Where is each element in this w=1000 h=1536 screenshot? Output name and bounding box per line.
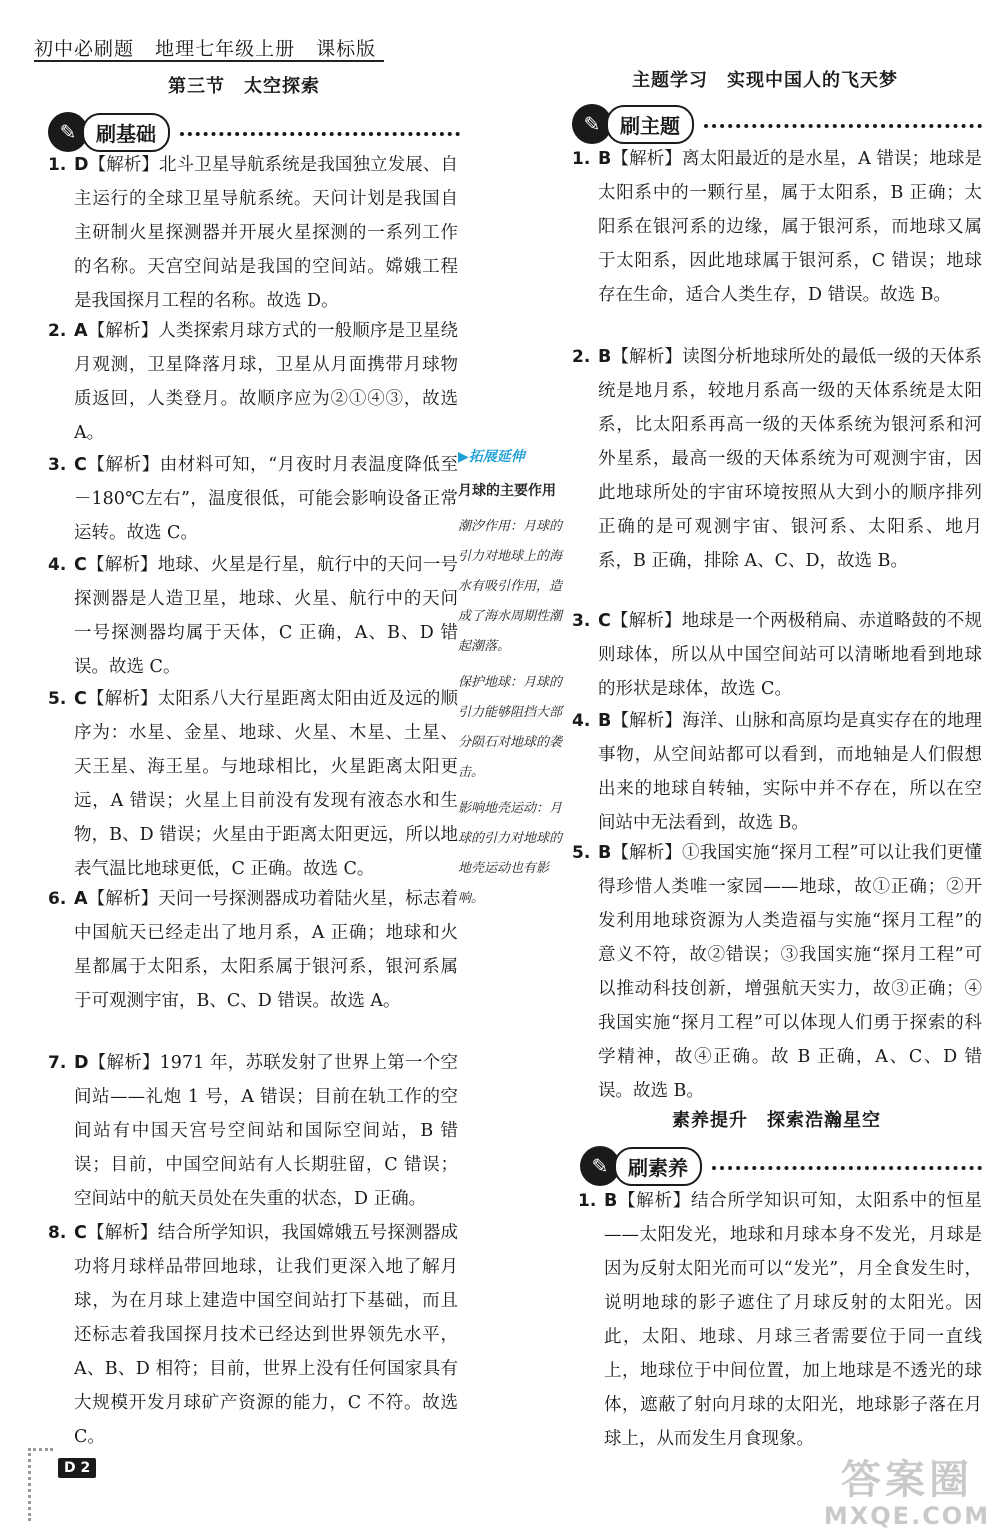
item-number: 1.: [48, 155, 67, 175]
item-answer: C: [74, 555, 87, 575]
extension-sidebar: [458, 446, 568, 920]
item-answer: A: [74, 321, 88, 341]
item-answer: C: [74, 689, 87, 709]
item-number: 6.: [48, 889, 67, 909]
pencil-icon: ✎: [580, 1146, 620, 1186]
right-section-title: 主题学习 实现中国人的飞天梦: [632, 70, 898, 91]
item-answer: B: [604, 1191, 618, 1211]
series-name: 初中必刷题: [34, 38, 135, 60]
item-text: 【解析】1971 年，苏联发射了世界上第一个空间站——礼炮 1 号，A 错误；目前在轨工作的空间站有中国天宫号空间站和国际空间站，B 错误；目前，中国空间站有人长期驻留，C 错误；空间站中的航天员处在失重的状态，D 正确。: [74, 1053, 458, 1209]
sidebar-title: 月球的主要作用: [458, 483, 556, 499]
watermark-text: 答案圈: [841, 1457, 973, 1503]
answer-item: [48, 1216, 458, 1454]
item-answer: C: [598, 611, 611, 631]
header-rule: [34, 60, 384, 62]
item-text: 【解析】结合所学知识，我国嫦娥五号探测器成功将月球样品带回地球，让我们更深入地了解月球，为在月球上建造中国空间站打下基础，而且还标志着我国探月技术已经达到世界领先水平，A、B、D 相符；目前，世界上没有任何国家具有大规模开发月球矿产资源的能力，C 不符。故选 C。: [74, 1223, 458, 1447]
item-text: 【解析】由材料可知，“月夜时月表温度降低至－180℃左右”，温度很低，可能会影响设备正常运转。故选 C。: [74, 455, 458, 543]
item-number: 3.: [572, 611, 591, 631]
answer-item: [48, 682, 458, 886]
item-text: 【解析】读图分析地球所处的最低一级的天体系统是地月系，较地月系高一级的天体系统是太阳系，比太阳系再高一级的天体系统为银河系和河外星系，最高一级的天体系统为可观测宇宙，因此地球所处的宇宙环境按照从大到小的顺序排列正确的是可观测宇宙、银河系、太阳系、地月系，B 正确，排除 A、C、D，故选 B。: [598, 347, 982, 571]
page-number: D 2: [58, 1458, 96, 1478]
item-text: 【解析】离太阳最近的是水星，A 错误；地球是太阳系中的一颗行星，属于太阳系，B 正确；太阳系在银河系的边缘，属于银河系，而地球又属于太阳系，因此地球属于银河系，C 错误；地球存在生命，适合人类生存，D 错误。故选 B。: [598, 149, 982, 305]
item-number: 1.: [578, 1191, 597, 1211]
item-number: 3.: [48, 455, 67, 475]
item-answer: D: [74, 155, 89, 175]
item-number: 4.: [572, 711, 591, 731]
pencil-icon: ✎: [48, 112, 88, 152]
answer-item: [48, 148, 458, 318]
answer-item: [572, 604, 982, 706]
answer-item: [48, 548, 458, 684]
answer-item: [572, 340, 982, 578]
item-text: 【解析】①我国实施“探月工程”可以让我们更懂得珍惜人类唯一家园——地球，故①正确；②开发利用地球资源为人类造福与实施“探月工程”的意义不符，故②错误；③我国实施“探月工程”可以推动科技创新，增强航天实力，故③正确；④我国实施“探月工程”可以体现人们勇于探索的科学精神，故④正确。故 B 正确，A、C、D 错误。故选 B。: [598, 843, 982, 1101]
answer-item: [48, 882, 458, 1018]
dotted-rule: [704, 124, 982, 128]
item-text: 【解析】太阳系八大行星距离太阳由近及远的顺序为：水星、金星、地球、火星、木星、土星、天王星、海王星。与地球相比，火星距离太阳更远，A 错误；火星上目前没有发现有液态水和生物，B、D 错误；火星由于距离太阳更远，所以地表气温比地球更低，C 正确。故选 C。: [74, 689, 458, 879]
answer-item: [48, 448, 458, 550]
item-number: 8.: [48, 1223, 67, 1243]
dotted-rule: [712, 1166, 982, 1170]
banner-basic: [48, 112, 460, 152]
sidebar-paragraph: 潮汐作用：月球的引力对地球上的海水有吸引作用，造成了海水周期性潮起潮落。: [458, 519, 563, 654]
book-name: 地理七年级上册: [155, 38, 296, 60]
answer-item: [572, 836, 982, 1108]
banner-literacy-label: 刷素养: [614, 1147, 702, 1186]
answer-item: [572, 704, 982, 840]
dotted-rule: [180, 132, 460, 136]
item-number: 1.: [572, 149, 591, 169]
item-text: 【解析】地球、火星是行星，航行中的天问一号探测器是人造卫星，地球、火星、航行中的天问一号探测器均属于天体，C 正确，A、B、D 错误。故选 C。: [74, 555, 458, 677]
item-answer: C: [74, 455, 87, 475]
answer-item: [578, 1184, 982, 1456]
item-number: 7.: [48, 1053, 67, 1073]
sidebar-heading: ▶拓展延伸: [458, 449, 525, 465]
banner-theme: [572, 104, 982, 144]
item-number: 2.: [48, 321, 67, 341]
item-answer: A: [74, 889, 88, 909]
watermark-url: MXQE.COM: [823, 1502, 991, 1530]
answer-item: [48, 1046, 458, 1216]
item-text: 【解析】北斗卫星导航系统是我国独立发展、自主运行的全球卫星导航系统。天问计划是我国自主研制火星探测器并开展火星探测的一系列工作的名称。天宫空间站是我国的空间站。嫦娥工程是我国探月工程的名称。故选 D。: [74, 155, 458, 311]
page-corner-mark: [28, 1448, 53, 1521]
item-text: 【解析】地球是一个两极稍扁、赤道略鼓的不规则球体，所以从中国空间站可以清晰地看到地球的形状是球体，故选 C。: [598, 611, 982, 699]
pencil-icon: ✎: [572, 104, 612, 144]
banner-literacy: [580, 1146, 982, 1186]
answer-item: [48, 314, 458, 450]
edition-name: 课标版: [316, 38, 377, 60]
item-text: 【解析】海洋、山脉和高原均是真实存在的地理事物，从空间站都可以看到，而地轴是人们假想出来的地球自转轴，实际中并不存在，所以在空间站中无法看到，故选 B。: [598, 711, 982, 833]
answer-item: [572, 142, 982, 312]
item-text: 【解析】天问一号探测器成功着陆火星，标志着中国航天已经走出了地月系，A 正确；地球和火星都属于太阳系，太阳系属于银河系，银河系属于可观测宇宙，B、C、D 错误。故选 A。: [74, 889, 458, 1011]
item-answer: B: [598, 149, 612, 169]
left-section-title: 第三节 太空探索: [168, 76, 320, 97]
item-answer: B: [598, 843, 612, 863]
item-answer: C: [74, 1223, 87, 1243]
item-number: 5.: [48, 689, 67, 709]
sidebar-paragraph: 影响地壳运动：月球的引力对地球的地壳运动也有影响。: [458, 801, 563, 906]
item-number: 2.: [572, 347, 591, 367]
banner-theme-label: 刷主题: [606, 105, 694, 144]
banner-basic-label: 刷基础: [82, 113, 170, 152]
item-number: 5.: [572, 843, 591, 863]
running-header: [34, 34, 390, 61]
item-text: 【解析】人类探索月球方式的一般顺序是卫星绕月观测，卫星降落月球，卫星从月面携带月球物质返回，人类登月。故顺序应为②①④③，故选 A。: [74, 321, 458, 443]
item-number: 4.: [48, 555, 67, 575]
item-text: 【解析】结合所学知识可知，太阳系中的恒星——太阳发光，地球和月球本身不发光，月球是因为反射太阳光而可以“发光”，月全食发生时，说明地球的影子遮住了月球反射的太阳光。因此，太阳、地球、月球三者需要位于同一直线上，地球位于中间位置，加上地球是不透光的球体，遮蔽了射向月球的太阳光，地球影子落在月球上，从而发生月食现象。: [604, 1191, 982, 1449]
right-section-title-2: 素养提升 探索浩瀚星空: [672, 1110, 881, 1131]
sidebar-paragraph: 保护地球：月球的引力能够阻挡大部分陨石对地球的袭击。: [458, 675, 563, 780]
item-answer: B: [598, 347, 612, 367]
item-answer: B: [598, 711, 612, 731]
watermark-logo: [822, 1458, 992, 1530]
item-answer: D: [74, 1053, 89, 1073]
